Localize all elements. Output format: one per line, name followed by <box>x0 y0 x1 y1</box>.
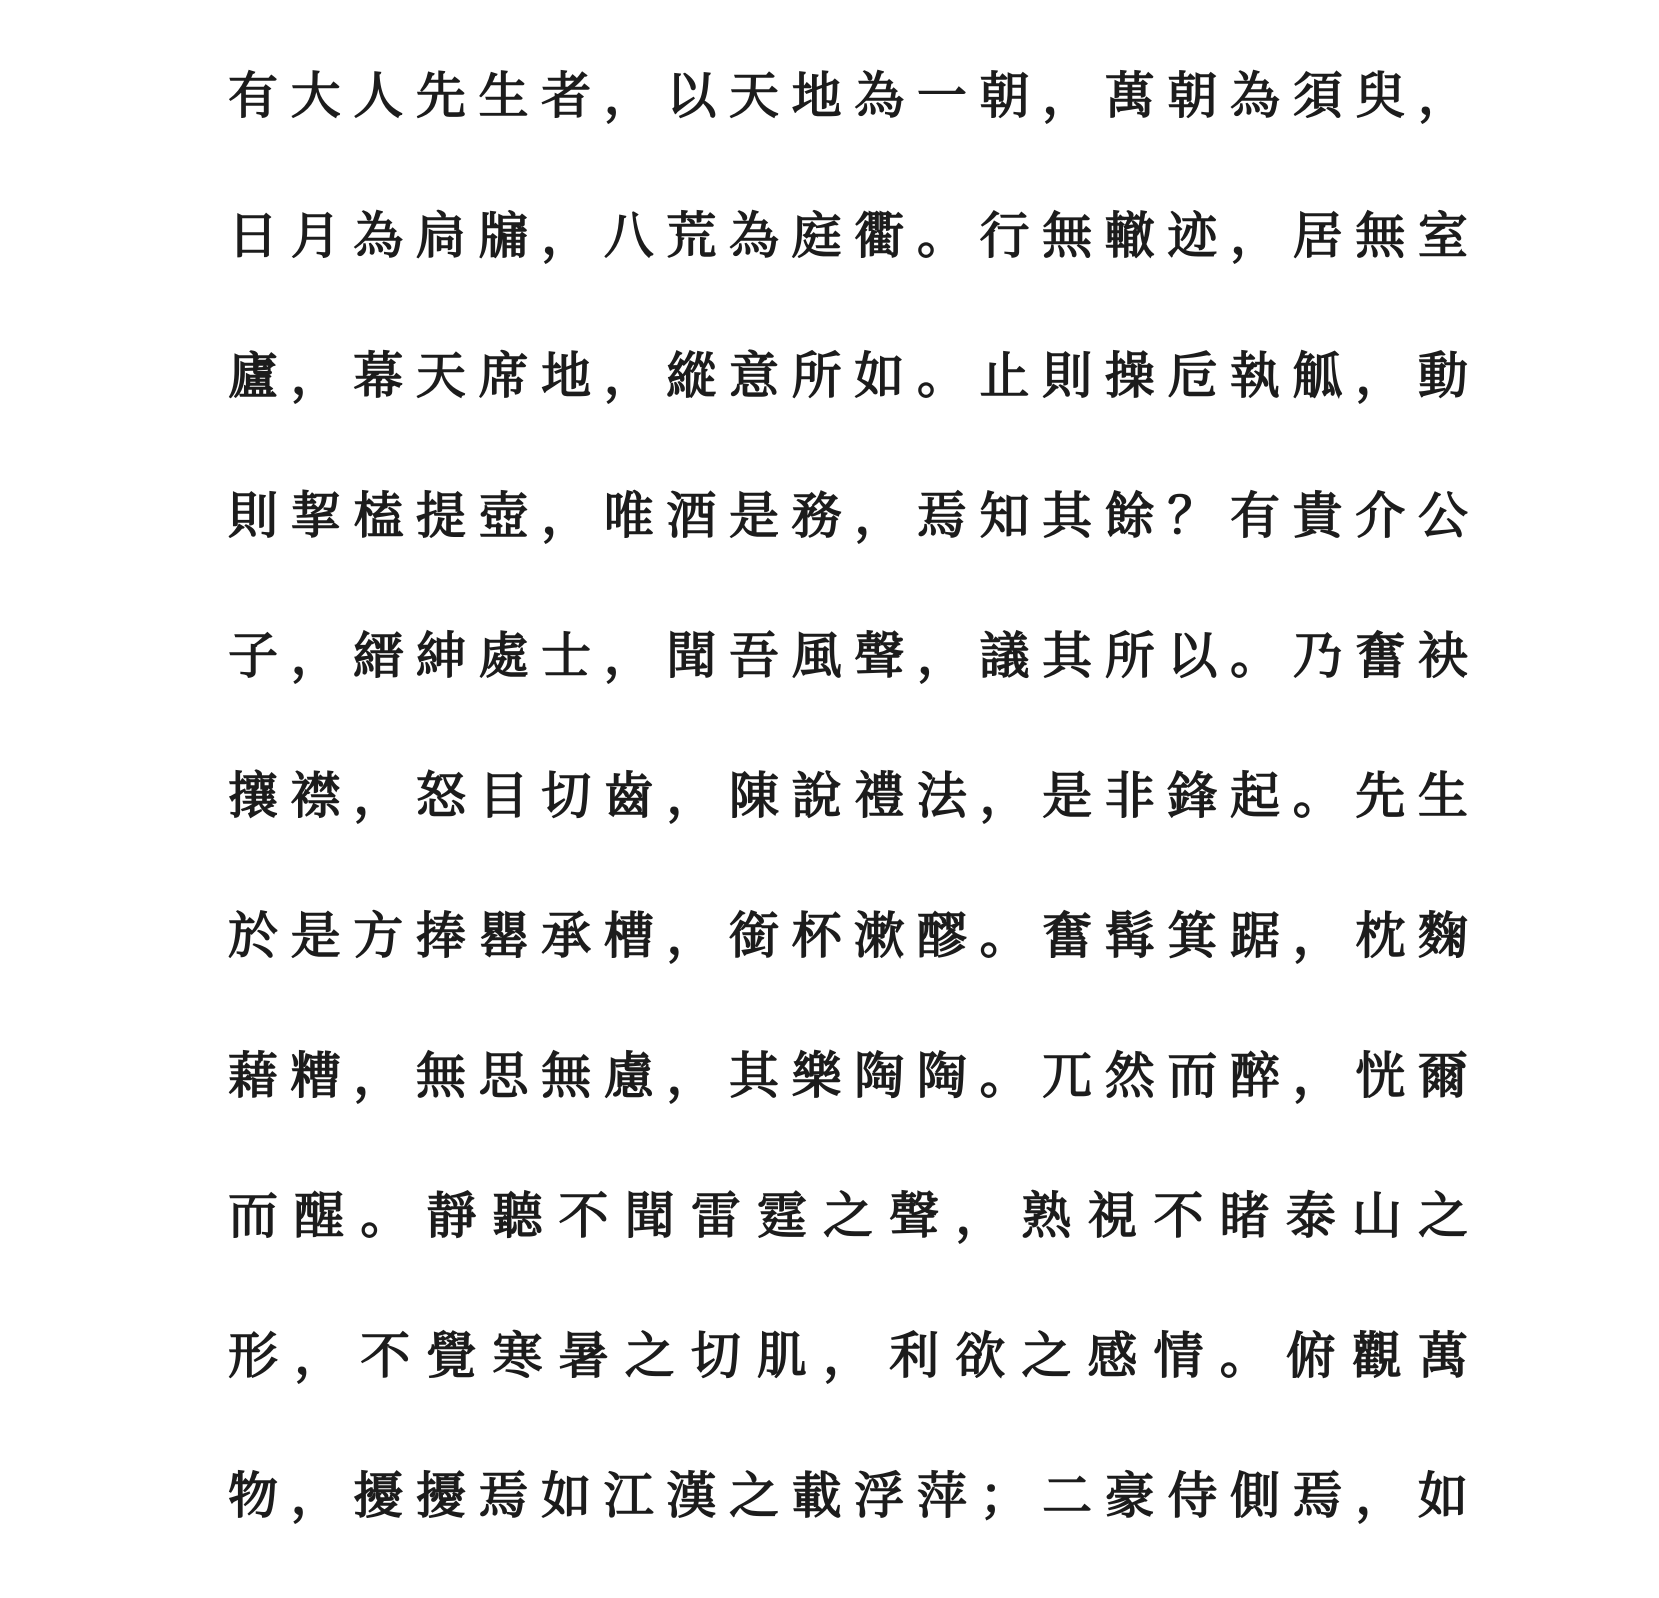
character: 迹 <box>1167 206 1218 265</box>
character: 豪 <box>1104 1466 1155 1525</box>
character: ， <box>541 486 592 545</box>
character: 靜 <box>426 1186 477 1245</box>
character: 乃 <box>1292 626 1343 685</box>
character: 於 <box>228 906 278 965</box>
character: 地 <box>791 66 842 125</box>
character: 執 <box>1230 346 1280 405</box>
character: 其 <box>1042 486 1093 545</box>
character: ， <box>294 1326 345 1385</box>
character: 月 <box>290 206 341 265</box>
character: 以 <box>666 66 717 125</box>
character: 暑 <box>558 1326 609 1385</box>
character: 以 <box>1167 626 1218 685</box>
character: ， <box>353 766 404 825</box>
character: 所 <box>791 346 842 405</box>
character: 生 <box>478 66 529 125</box>
character: 日 <box>228 206 278 265</box>
character: 酒 <box>666 486 717 545</box>
character: 意 <box>729 346 779 405</box>
character: 天 <box>415 346 466 405</box>
character: 醉 <box>1230 1046 1280 1105</box>
character: 說 <box>791 766 842 825</box>
character: ， <box>1417 66 1468 125</box>
character: 聽 <box>492 1186 543 1245</box>
character: 霆 <box>756 1186 807 1245</box>
character: 情 <box>1153 1326 1204 1385</box>
character: ， <box>290 346 341 405</box>
character: 奮 <box>1355 626 1406 685</box>
character: 襟 <box>290 766 341 825</box>
character: 。 <box>1292 766 1343 825</box>
character: ， <box>1355 346 1406 405</box>
character: ， <box>1292 1046 1343 1105</box>
character: 天 <box>729 66 779 125</box>
character: 朝 <box>979 66 1030 125</box>
character: 生 <box>1417 766 1468 825</box>
character: 二 <box>1042 1466 1093 1525</box>
character: 焉 <box>916 486 967 545</box>
character: 熟 <box>1021 1186 1072 1245</box>
character: 漱 <box>854 906 905 965</box>
character: 唯 <box>603 486 654 545</box>
character: 不 <box>360 1326 411 1385</box>
character: 禮 <box>854 766 905 825</box>
character: 如 <box>541 1466 592 1525</box>
character: 荒 <box>666 206 717 265</box>
character: 介 <box>1355 486 1406 545</box>
character: 捧 <box>415 906 466 965</box>
character: 視 <box>1087 1186 1138 1245</box>
character: ， <box>666 1046 717 1105</box>
character: 有 <box>228 66 278 125</box>
character: 。 <box>916 346 967 405</box>
character: 枕 <box>1355 906 1406 965</box>
character: 居 <box>1292 206 1343 265</box>
character: 地 <box>541 346 592 405</box>
character: 山 <box>1351 1186 1402 1245</box>
character: 處 <box>478 626 529 685</box>
character: 有 <box>1230 486 1280 545</box>
character: 庭 <box>791 206 842 265</box>
character: 俯 <box>1285 1326 1336 1385</box>
character: 之 <box>729 1466 779 1525</box>
text-line-2 <box>223 198 1473 274</box>
character: 為 <box>1230 66 1280 125</box>
character: 陶 <box>854 1046 905 1105</box>
text-line-1 <box>223 58 1473 134</box>
text-line-6 <box>223 758 1473 834</box>
character: 餘 <box>1104 486 1155 545</box>
character: ， <box>541 206 592 265</box>
character: 之 <box>624 1326 675 1385</box>
character: 齒 <box>603 766 654 825</box>
character: 漢 <box>666 1466 717 1525</box>
character: 泰 <box>1285 1186 1336 1245</box>
character: 肌 <box>756 1326 807 1385</box>
character: 非 <box>1104 766 1155 825</box>
character: 怒 <box>415 766 466 825</box>
character: 物 <box>228 1466 278 1525</box>
character: ， <box>979 766 1030 825</box>
character: 貴 <box>1292 486 1343 545</box>
character: 侍 <box>1167 1466 1218 1525</box>
character: 杯 <box>791 906 842 965</box>
character: 睹 <box>1219 1186 1270 1245</box>
character: 止 <box>979 346 1030 405</box>
character: 醒 <box>294 1186 345 1245</box>
character: 側 <box>1230 1466 1280 1525</box>
character: 。 <box>916 206 967 265</box>
character: 而 <box>1167 1046 1218 1105</box>
character: 如 <box>1417 1466 1468 1525</box>
character: ， <box>603 626 654 685</box>
character: 行 <box>979 206 1030 265</box>
character: 恍 <box>1355 1046 1406 1105</box>
character: 浮 <box>854 1466 905 1525</box>
character: 罌 <box>478 906 529 965</box>
character: 室 <box>1417 206 1468 265</box>
character: 先 <box>415 66 466 125</box>
character: 無 <box>1355 206 1406 265</box>
character: 之 <box>822 1186 873 1245</box>
text-line-10 <box>223 1318 1473 1394</box>
character: 之 <box>1021 1326 1072 1385</box>
character: 縉 <box>353 626 404 685</box>
character: 操 <box>1104 346 1155 405</box>
character: 箕 <box>1167 906 1218 965</box>
character: 爾 <box>1417 1046 1468 1105</box>
character: 為 <box>854 66 905 125</box>
character: ， <box>955 1186 1006 1245</box>
character: 不 <box>1153 1186 1204 1245</box>
character: 所 <box>1104 626 1155 685</box>
text-line-4 <box>223 478 1473 554</box>
character: 其 <box>729 1046 779 1105</box>
character: 動 <box>1417 346 1468 405</box>
character: 為 <box>353 206 404 265</box>
character: 萍 <box>916 1466 967 1525</box>
character: 雷 <box>690 1186 741 1245</box>
character: 聞 <box>666 626 717 685</box>
character: 踞 <box>1230 906 1280 965</box>
character: 攘 <box>228 766 278 825</box>
character: 無 <box>1042 206 1093 265</box>
character: 陳 <box>729 766 779 825</box>
character: 萬 <box>1417 1326 1468 1385</box>
character: 為 <box>729 206 779 265</box>
character: 者 <box>541 66 592 125</box>
character: 。 <box>1219 1326 1270 1385</box>
character: 風 <box>791 626 842 685</box>
character: ， <box>666 766 717 825</box>
character: 其 <box>1042 626 1093 685</box>
character: 衢 <box>854 206 905 265</box>
character: 銜 <box>729 906 779 965</box>
character: 知 <box>979 486 1030 545</box>
character: 壺 <box>478 486 529 545</box>
character: 寒 <box>492 1326 543 1385</box>
character: 先 <box>1355 766 1406 825</box>
character: 無 <box>541 1046 592 1105</box>
character: 醪 <box>916 906 967 965</box>
character: ， <box>666 906 717 965</box>
character: 承 <box>541 906 592 965</box>
character: 幕 <box>353 346 404 405</box>
character: 焉 <box>478 1466 529 1525</box>
character: 聲 <box>854 626 905 685</box>
character: 聞 <box>624 1186 675 1245</box>
character: 奮 <box>1042 906 1093 965</box>
character: 朝 <box>1167 66 1218 125</box>
character: 擾 <box>353 1466 404 1525</box>
text-line-7 <box>223 898 1473 974</box>
character: 榼 <box>353 486 404 545</box>
character: 法 <box>916 766 967 825</box>
character: ， <box>1292 906 1343 965</box>
character: ， <box>916 626 967 685</box>
character: 務 <box>791 486 842 545</box>
character: 形 <box>228 1326 278 1385</box>
character: ， <box>603 66 654 125</box>
character: 一 <box>916 66 967 125</box>
character: 載 <box>791 1466 842 1525</box>
character: 子 <box>228 626 278 685</box>
text-line-3 <box>223 338 1473 414</box>
text-line-8 <box>223 1038 1473 1114</box>
character: 吾 <box>729 626 779 685</box>
character: 提 <box>415 486 466 545</box>
character: 大 <box>290 66 341 125</box>
character: 焉 <box>1292 1466 1343 1525</box>
character: 是 <box>290 906 341 965</box>
character: 覺 <box>426 1326 477 1385</box>
character: 如 <box>854 346 905 405</box>
character: 。 <box>979 1046 1030 1105</box>
character: 挈 <box>290 486 341 545</box>
character: ， <box>854 486 905 545</box>
character: 士 <box>541 626 592 685</box>
character: 扃 <box>415 206 466 265</box>
character: 不 <box>558 1186 609 1245</box>
character: ， <box>603 346 654 405</box>
character: 席 <box>478 346 529 405</box>
character: 藉 <box>228 1046 278 1105</box>
character: 利 <box>889 1326 940 1385</box>
character: ？ <box>1167 486 1218 545</box>
character: 切 <box>690 1326 741 1385</box>
character: 鋒 <box>1167 766 1218 825</box>
character: 萬 <box>1104 66 1155 125</box>
character: 目 <box>478 766 529 825</box>
character: ， <box>822 1326 873 1385</box>
character: 感 <box>1087 1326 1138 1385</box>
character: 。 <box>1230 626 1280 685</box>
calligraphy-text-block <box>223 58 1473 1598</box>
character: 紳 <box>415 626 466 685</box>
character: ， <box>1355 1466 1406 1525</box>
character: 觀 <box>1351 1326 1402 1385</box>
character: 擾 <box>415 1466 466 1525</box>
character: 縱 <box>666 346 717 405</box>
character: 麴 <box>1417 906 1468 965</box>
character: 之 <box>1417 1186 1468 1245</box>
character: 欲 <box>955 1326 1006 1385</box>
character: 則 <box>228 486 278 545</box>
character: 人 <box>353 66 404 125</box>
character: 轍 <box>1104 206 1155 265</box>
character: ， <box>1042 66 1093 125</box>
character: 聲 <box>889 1186 940 1245</box>
character: 觚 <box>1292 346 1343 405</box>
character: 無 <box>415 1046 466 1105</box>
character: 方 <box>353 906 404 965</box>
character: 樂 <box>791 1046 842 1105</box>
character: 慮 <box>603 1046 654 1105</box>
character: 而 <box>228 1186 278 1245</box>
character: 髯 <box>1104 906 1155 965</box>
character: 袂 <box>1417 626 1468 685</box>
character: ， <box>290 626 341 685</box>
character: 起 <box>1230 766 1280 825</box>
character: 陶 <box>916 1046 967 1105</box>
character: 議 <box>979 626 1030 685</box>
character: 切 <box>541 766 592 825</box>
character: 卮 <box>1167 346 1218 405</box>
character: 臾 <box>1355 66 1406 125</box>
character: 糟 <box>290 1046 341 1105</box>
character: 牖 <box>478 206 529 265</box>
character: 則 <box>1042 346 1093 405</box>
character: ； <box>979 1466 1030 1525</box>
character: 思 <box>478 1046 529 1105</box>
character: 。 <box>360 1186 411 1245</box>
character: ， <box>290 1466 341 1525</box>
text-line-9 <box>223 1178 1473 1254</box>
character: 八 <box>603 206 654 265</box>
character: 江 <box>603 1466 654 1525</box>
character: ， <box>1230 206 1280 265</box>
character: 是 <box>729 486 779 545</box>
character: 公 <box>1417 486 1468 545</box>
text-line-5 <box>223 618 1473 694</box>
character: ， <box>353 1046 404 1105</box>
character: 是 <box>1042 766 1093 825</box>
character: 然 <box>1104 1046 1155 1105</box>
character: 廬 <box>228 346 278 405</box>
character: 兀 <box>1042 1046 1093 1105</box>
text-line-11 <box>223 1458 1473 1534</box>
character: 。 <box>979 906 1030 965</box>
character: 槽 <box>603 906 654 965</box>
character: 須 <box>1292 66 1343 125</box>
